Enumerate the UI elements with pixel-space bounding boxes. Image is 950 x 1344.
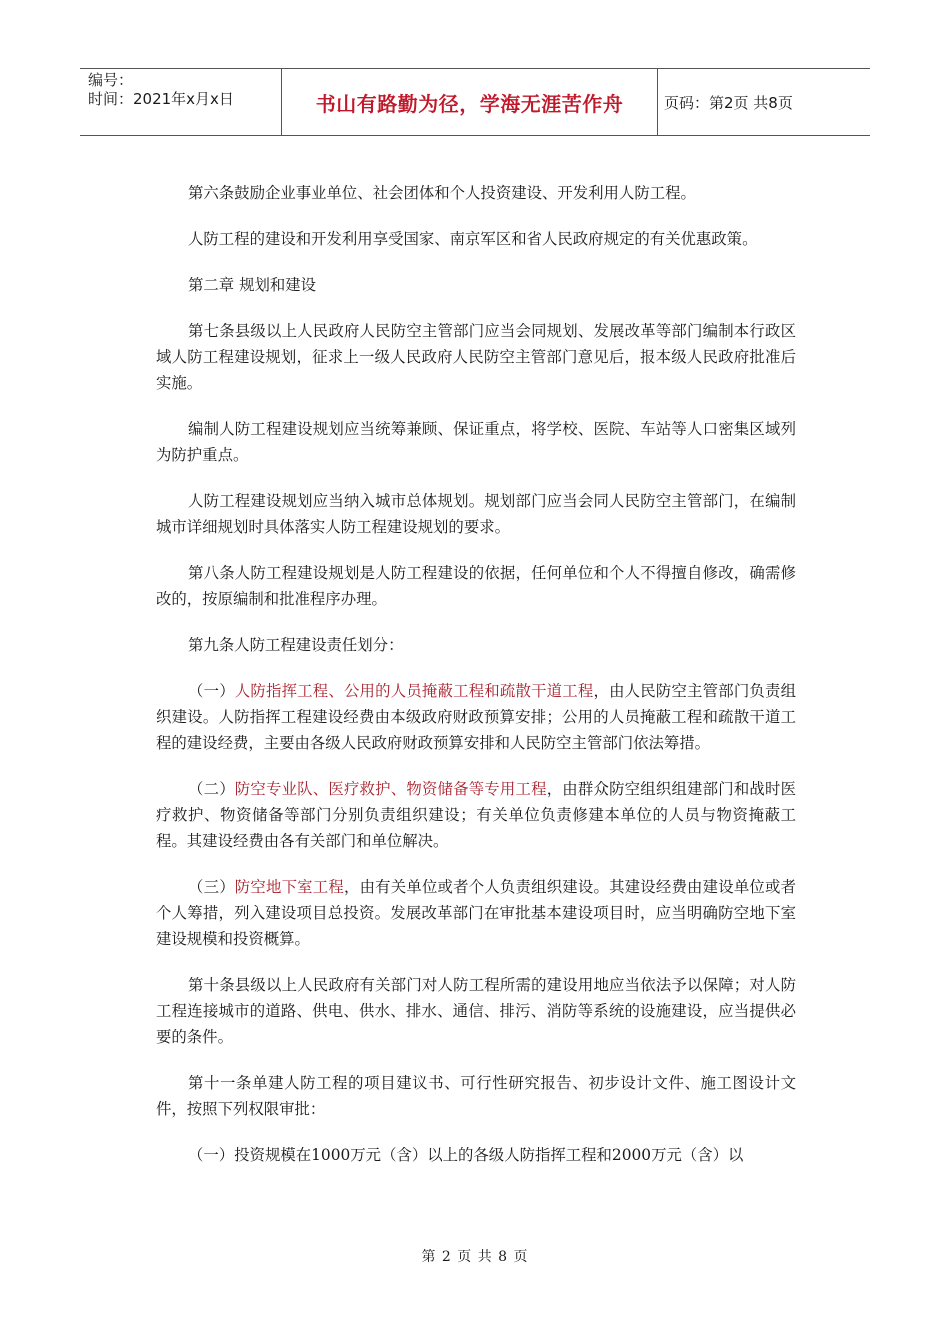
- header-table: [80, 68, 870, 136]
- header-meta-cell: [80, 69, 282, 135]
- page-code-cell: [658, 69, 870, 135]
- paragraph: 第七条县级以上人民政府人民防空主管部门应当会同规划、发展改革等部门编制本行政区域人防工程建设规划，征求上一级人民政府人民防空主管部门意见后，报本级人民政府批准后实施。: [156, 322, 796, 392]
- motto-text: 书山有路勤为径，学海无涯苦作舟: [315, 91, 624, 116]
- paragraph-item-2: （二）防空专业队、医疗救护、物资储备等专用工程，由群众防空组织组建部门和战时医疗救护、物资储备等部门分别负责组织建设；有关单位负责修建本单位的人员与物资掩蔽工程。其建设经费由各有关部门和单位解决。: [156, 780, 796, 850]
- highlight-text: 防空地下室工程: [234, 878, 344, 896]
- page-footer: [0, 1246, 950, 1266]
- paragraph: 第九条人防工程建设责任划分：: [188, 636, 404, 654]
- chapter-heading: 第二章 规划和建设: [188, 276, 317, 294]
- paragraph-item-1: （一）人防指挥工程、公用的人员掩蔽工程和疏散干道工程，由人民防空主管部门负责组织建设。人防指挥工程建设经费由本级政府财政预算安排；公用的人员掩蔽工程和疏散干道工程的建设经费，主要由各级人民政府财政预算安排和人民防空主管部门依法筹措。: [156, 682, 796, 752]
- paragraph: 人防工程建设规划应当纳入城市总体规划。规划部门应当会同人民防空主管部门，在编制城市详细规划时具体落实人防工程建设规划的要求。: [156, 492, 796, 536]
- paragraph: 第十一条单建人防工程的项目建议书、可行性研究报告、初步设计文件、施工图设计文件，按照下列权限审批：: [156, 1074, 796, 1118]
- paragraph: 人防工程的建设和开发利用享受国家、南京军区和省人民政府规定的有关优惠政策。: [188, 230, 758, 248]
- paragraph: 第八条人防工程建设规划是人防工程建设的依据，任何单位和个人不得擅自修改，确需修改的，按原编制和批准程序办理。: [156, 564, 796, 608]
- page-code-text: 页码：第2页 共8页: [664, 93, 793, 112]
- highlight-text: 防空专业队、医疗救护、物资储备等专用工程: [234, 780, 547, 798]
- paragraph: （一）投资规模在1000万元（含）以上的各级人防指挥工程和2000万元（含）以: [188, 1146, 744, 1164]
- paragraph: 第十条县级以上人民政府有关部门对人防工程所需的建设用地应当依法予以保障；对人防工程连接城市的道路、供电、供水、排水、通信、排污、消防等系统的设施建设，应当提供必要的条件。: [156, 976, 796, 1046]
- paragraph: 第六条鼓励企业事业单位、社会团体和个人投资建设、开发利用人防工程。: [188, 184, 696, 202]
- document-body: [156, 180, 796, 1188]
- time-label: 时间：2021年x月x日: [88, 90, 234, 108]
- highlight-text: 人防指挥工程、公用的人员掩蔽工程和疏散干道工程: [234, 682, 594, 700]
- motto-cell: [282, 69, 658, 135]
- paragraph: 编制人防工程建设规划应当统筹兼顾、保证重点，将学校、医院、车站等人口密集区域列为防护重点。: [156, 420, 796, 464]
- paragraph-item-3: （三）防空地下室工程，由有关单位或者个人负责组织建设。其建设经费由建设单位或者个人筹措，列入建设项目总投资。发展改革部门在审批基本建设项目时，应当明确防空地下室建设规模和投资概算。: [156, 878, 796, 948]
- number-label: 编号：: [88, 71, 134, 89]
- footer-page-number: 第 2 页 共 8 页: [421, 1249, 529, 1265]
